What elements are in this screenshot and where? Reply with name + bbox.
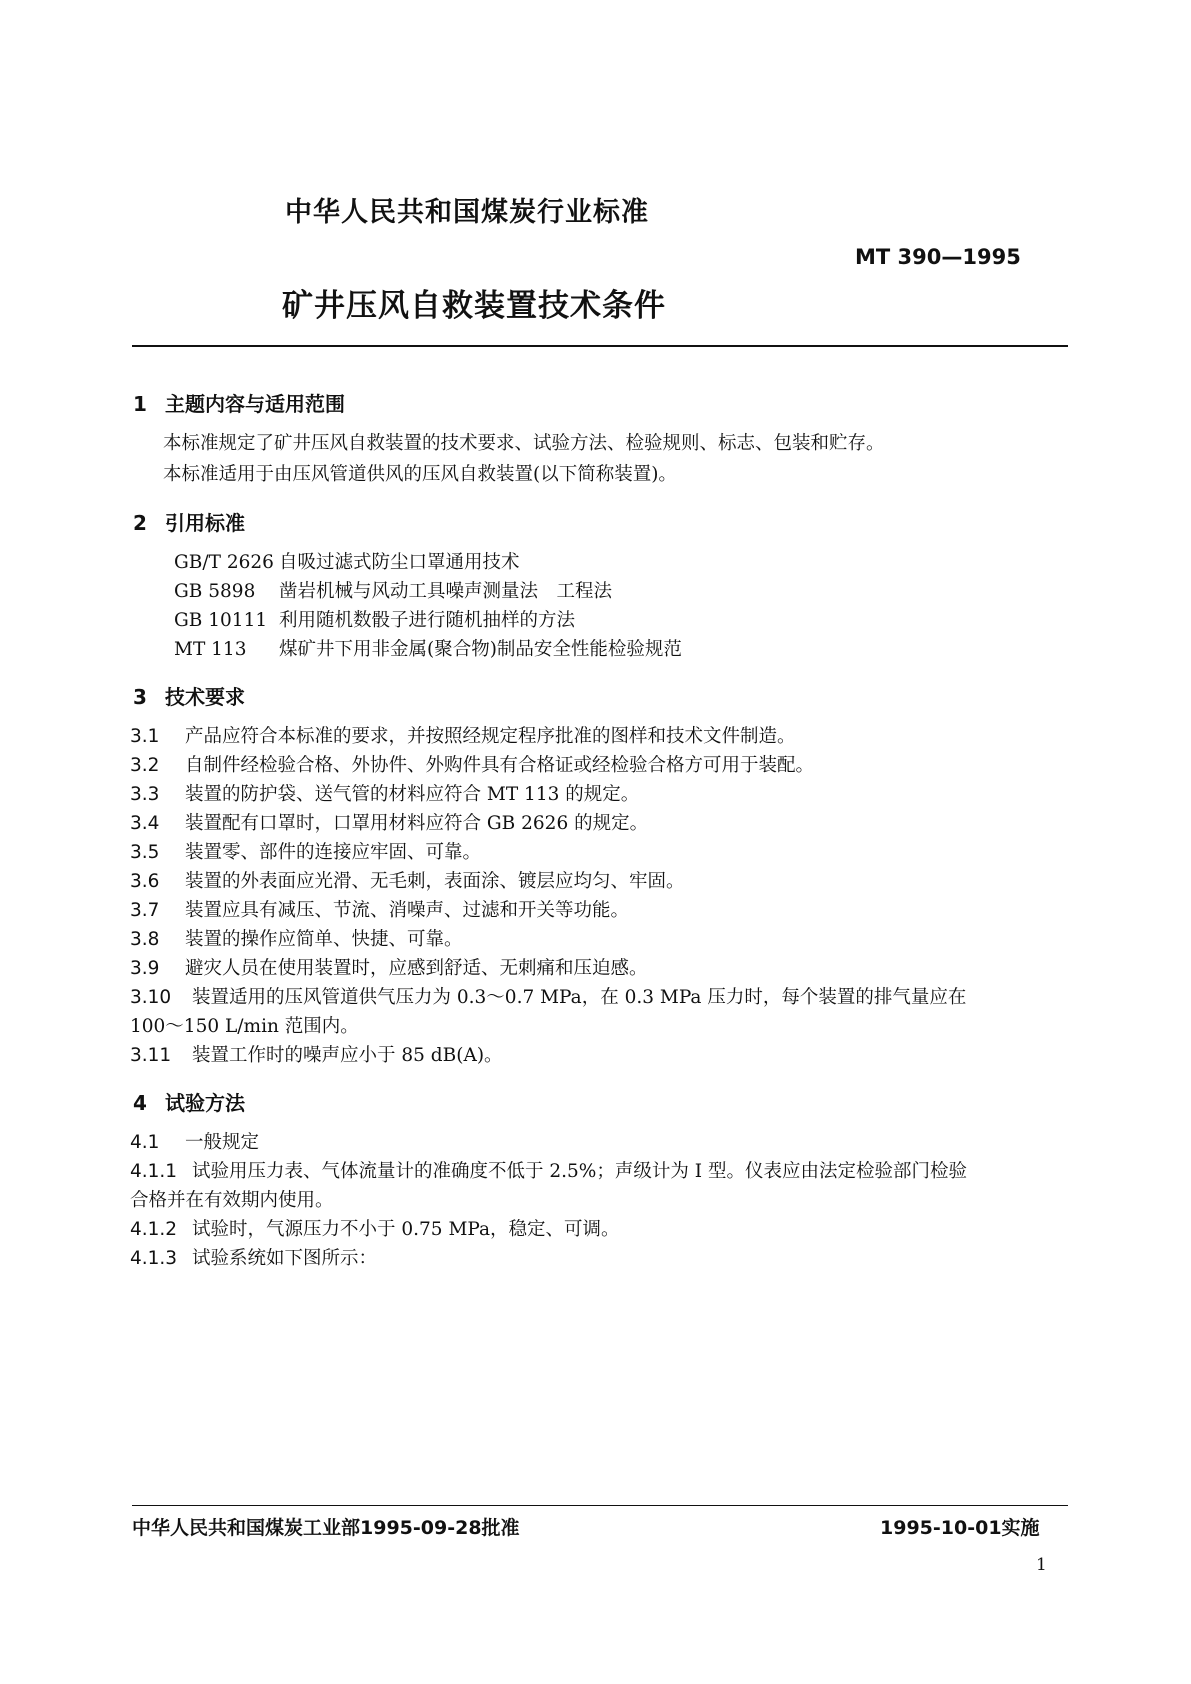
clause-3-3: 3.3 装置的防护袋、送气管的材料应符合 MT 113 的规定。 (130, 784, 640, 805)
section-2-heading: 2 引用标准 (133, 511, 245, 535)
paragraph: 本标准规定了矿井压风自救装置的技术要求、试验方法、检验规则、标志、包装和贮存。 (163, 433, 885, 454)
reference-code: GB/T 2626 (174, 552, 274, 573)
issuing-organization: 中华人民共和国煤炭行业标准 (285, 197, 649, 228)
clause-3-10: 3.10 装置适用的压风管道供气压力为 0.3～0.7 MPa，在 0.3 MPa 压力时，每个装置的排气量应在 (130, 987, 967, 1008)
clause-4-1-1-continuation: 合格并在有效期内使用。 (130, 1190, 334, 1211)
reference-item (174, 635, 682, 661)
clause-3-8: 3.8 装置的操作应简单、快捷、可靠。 (130, 929, 463, 950)
header-rule (132, 345, 1068, 347)
reference-code: GB 10111 (174, 610, 268, 631)
clause-3-9: 3.9 避灾人员在使用装置时，应感到舒适、无刺痛和压迫感。 (130, 958, 648, 979)
section-3-heading: 3 技术要求 (133, 685, 245, 709)
approval-line: 中华人民共和国煤炭工业部1995-09-28批准 (132, 1517, 520, 1539)
clause-3-2: 3.2 自制件经检验合格、外协件、外购件具有合格证或经检验合格方可用于装配。 (130, 755, 815, 776)
section-1-title: 主题内容与适用范围 (165, 392, 345, 416)
effective-date: 1995-10-01实施 (880, 1517, 1040, 1539)
paragraph: 本标准适用于由压风管道供风的压风自救装置(以下简称装置)。 (163, 464, 677, 485)
clause-3-7: 3.7 装置应具有减压、节流、消噪声、过滤和开关等功能。 (130, 900, 630, 921)
section-1-body (163, 428, 885, 490)
clause-3-5: 3.5 装置零、部件的连接应牢固、可靠。 (130, 842, 482, 863)
footer-rule (132, 1505, 1068, 1506)
clause-3-11: 3.11 装置工作时的噪声应小于 85 dB(A)。 (130, 1045, 503, 1066)
clause-4-1: 4.1 一般规定 (130, 1132, 260, 1153)
reference-code: MT 113 (174, 639, 247, 660)
section-3-title: 技术要求 (165, 685, 245, 709)
section-1-heading: 1 主题内容与适用范围 (133, 392, 345, 416)
clause-3-1: 3.1 产品应符合本标准的要求，并按照经规定程序批准的图样和技术文件制造。 (130, 726, 796, 747)
section-4-title: 试验方法 (165, 1091, 245, 1115)
clause-4-1-3: 4.1.3 试验系统如下图所示： (130, 1248, 378, 1269)
reference-code: GB 5898 (174, 581, 256, 602)
reference-item (174, 606, 575, 632)
clause-3-10-continuation: 100～150 L/min 范围内。 (130, 1016, 359, 1037)
section-4-heading: 4 试验方法 (133, 1091, 245, 1115)
clause-3-6: 3.6 装置的外表面应光滑、无毛刺，表面涂、镀层应均匀、牢固。 (130, 871, 685, 892)
reference-title: 煤矿井下用非金属(聚合物)制品安全性能检验规范 (279, 639, 682, 660)
clause-3-4: 3.4 装置配有口罩时，口罩用材料应符合 GB 2626 的规定。 (130, 813, 649, 834)
reference-item (174, 548, 520, 574)
clause-4-1-2: 4.1.2 试验时，气源压力不小于 0.75 MPa，稳定、可调。 (130, 1219, 620, 1240)
standard-code: MT 390—1995 (855, 245, 1021, 269)
reference-title: 自吸过滤式防尘口罩通用技术 (279, 552, 520, 573)
document-title: 矿井压风自救装置技术条件 (282, 288, 666, 324)
reference-title: 凿岩机械与风动工具噪声测量法 工程法 (279, 581, 613, 602)
reference-item (174, 577, 612, 603)
section-2-title: 引用标准 (165, 511, 245, 535)
reference-title: 利用随机数骰子进行随机抽样的方法 (279, 610, 576, 631)
clause-4-1-1: 4.1.1 试验用压力表、气体流量计的准确度不低于 2.5%；声级计为 Ⅰ 型。仪表应由法定检验部门检验 (130, 1161, 967, 1182)
page-number: 1 (1036, 1555, 1047, 1575)
